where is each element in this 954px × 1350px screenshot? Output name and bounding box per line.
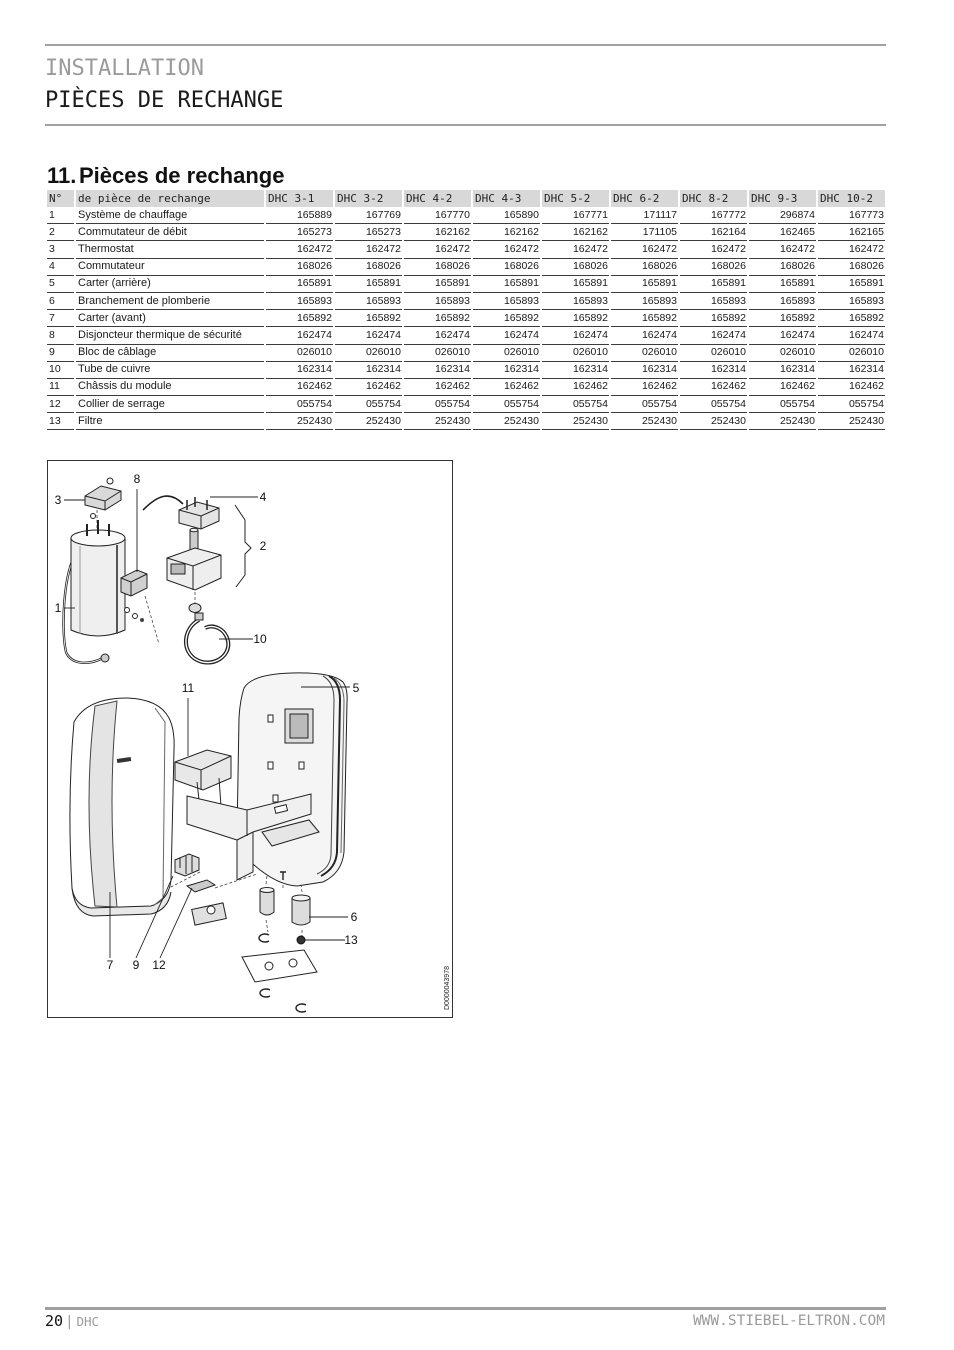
part-number: 165891 xyxy=(680,276,747,293)
callout-10: 10 xyxy=(253,632,267,646)
row-number: 13 xyxy=(47,413,74,430)
rear-housing-hole xyxy=(273,795,278,802)
column-header-model: DHC 4-3 xyxy=(473,190,540,207)
callout-12: 12 xyxy=(152,958,166,972)
table-row xyxy=(47,293,885,310)
part-number: 026010 xyxy=(473,345,540,362)
thermostat-screw xyxy=(107,478,113,484)
callout-6: 6 xyxy=(350,910,358,924)
copper-tube-fitting xyxy=(195,613,203,620)
table-row xyxy=(47,207,885,224)
footer-separator: | xyxy=(65,1314,74,1330)
part-number: 165891 xyxy=(749,276,816,293)
callout-5: 5 xyxy=(352,681,360,695)
part-number: 162472 xyxy=(818,241,885,258)
part-number: 167771 xyxy=(542,207,609,224)
row-number: 9 xyxy=(47,345,74,362)
part-number: 162472 xyxy=(749,241,816,258)
part-number: 296874 xyxy=(749,207,816,224)
rear-housing-part xyxy=(237,673,347,886)
part-number: 162472 xyxy=(680,241,747,258)
part-number: 162314 xyxy=(749,362,816,379)
footer-website: WWW.STIEBEL-ELTRON.COM xyxy=(692,1313,885,1329)
table-body xyxy=(47,207,885,430)
part-number: 168026 xyxy=(473,259,540,276)
part-number: 165891 xyxy=(611,276,678,293)
part-number: 165273 xyxy=(335,224,402,241)
callout-4: 4 xyxy=(259,490,267,504)
column-header-model: DHC 10-2 xyxy=(818,190,885,207)
part-number: 165890 xyxy=(473,207,540,224)
fitting-left-top xyxy=(260,888,274,893)
part-number: 165893 xyxy=(335,293,402,310)
part-number: 165893 xyxy=(404,293,471,310)
rear-housing-hole xyxy=(299,762,304,769)
part-number: 162462 xyxy=(404,379,471,396)
part-number: 165892 xyxy=(335,310,402,327)
table-row xyxy=(47,224,885,241)
heater-outlet xyxy=(101,654,109,662)
table-row xyxy=(47,379,885,396)
part-number: 168026 xyxy=(611,259,678,276)
chapter-number: 11. xyxy=(47,163,77,188)
part-number: 162165 xyxy=(818,224,885,241)
callout-2: 2 xyxy=(259,539,267,553)
part-number: 055754 xyxy=(818,396,885,413)
part-number: 055754 xyxy=(473,396,540,413)
part-number: 162474 xyxy=(680,327,747,344)
bracket-hole xyxy=(207,906,215,914)
part-number: 055754 xyxy=(404,396,471,413)
part-number: 162474 xyxy=(473,327,540,344)
table-row xyxy=(47,345,885,362)
part-number: 165892 xyxy=(473,310,540,327)
part-number: 162462 xyxy=(335,379,402,396)
part-number: 165891 xyxy=(335,276,402,293)
cutout-nut xyxy=(140,618,144,622)
part-number: 162474 xyxy=(749,327,816,344)
part-number: 162474 xyxy=(611,327,678,344)
part-number: 165892 xyxy=(749,310,816,327)
part-name: Filtre xyxy=(76,413,264,430)
row-number: 8 xyxy=(47,327,74,344)
thermostat-nut xyxy=(91,514,96,519)
part-number: 165891 xyxy=(404,276,471,293)
part-number: 162462 xyxy=(611,379,678,396)
top-rule xyxy=(45,44,886,46)
part-number: 162462 xyxy=(473,379,540,396)
rear-housing-hole xyxy=(268,762,273,769)
row-number: 5 xyxy=(47,276,74,293)
part-number: 162314 xyxy=(818,362,885,379)
part-number: 165891 xyxy=(473,276,540,293)
part-number: 162474 xyxy=(404,327,471,344)
part-name: Disjoncteur thermique de sécurité xyxy=(76,327,264,344)
part-number: 168026 xyxy=(818,259,885,276)
part-number: 162474 xyxy=(266,327,333,344)
footer-product: DHC xyxy=(76,1314,100,1329)
column-header-model: DHC 9-3 xyxy=(749,190,816,207)
part-number: 162314 xyxy=(404,362,471,379)
row-number: 10 xyxy=(47,362,74,379)
part-number: 162472 xyxy=(335,241,402,258)
part-number: 162462 xyxy=(542,379,609,396)
part-number: 165891 xyxy=(542,276,609,293)
callout-9: 9 xyxy=(132,958,140,972)
part-number: 162462 xyxy=(266,379,333,396)
part-number: 252430 xyxy=(749,413,816,430)
part-number: 165893 xyxy=(818,293,885,310)
part-number: 165893 xyxy=(266,293,333,310)
part-number: 026010 xyxy=(680,345,747,362)
part-number: 252430 xyxy=(818,413,885,430)
header-rule xyxy=(45,124,886,126)
part-number: 165892 xyxy=(680,310,747,327)
part-number: 165893 xyxy=(542,293,609,310)
fitting-right-top xyxy=(292,895,310,901)
column-header-number: N° xyxy=(47,190,74,207)
part-number: 168026 xyxy=(266,259,333,276)
part-number: 162474 xyxy=(335,327,402,344)
exploded-view-diagram xyxy=(47,460,453,1018)
part-number: 162462 xyxy=(680,379,747,396)
part-number: 026010 xyxy=(818,345,885,362)
table-row xyxy=(47,396,885,413)
column-header-model: DHC 5-2 xyxy=(542,190,609,207)
part-number: 026010 xyxy=(266,345,333,362)
callout-11: 11 xyxy=(181,681,195,695)
table-header-row xyxy=(47,190,885,207)
filter-part xyxy=(297,936,305,944)
part-number: 165892 xyxy=(266,310,333,327)
part-number: 162472 xyxy=(404,241,471,258)
column-header-model: DHC 3-1 xyxy=(266,190,333,207)
part-name: Tube de cuivre xyxy=(76,362,264,379)
footer-rule xyxy=(45,1307,886,1310)
callout-1: 1 xyxy=(54,601,62,615)
page-title: PIÈCES DE RECHANGE xyxy=(45,88,284,113)
row-number: 11 xyxy=(47,379,74,396)
row-number: 1 xyxy=(47,207,74,224)
part-number: 026010 xyxy=(404,345,471,362)
column-header-model: DHC 6-2 xyxy=(611,190,678,207)
part-name: Système de chauffage xyxy=(76,207,264,224)
part-number: 168026 xyxy=(749,259,816,276)
flow-switch-fitting xyxy=(189,604,201,613)
column-header-part-name: de pièce de rechange xyxy=(76,190,264,207)
part-number: 162462 xyxy=(818,379,885,396)
part-number: 055754 xyxy=(542,396,609,413)
part-number: 252430 xyxy=(611,413,678,430)
section-label: INSTALLATION xyxy=(45,56,204,81)
part-name: Collier de serrage xyxy=(76,396,264,413)
part-number: 167770 xyxy=(404,207,471,224)
row-number: 7 xyxy=(47,310,74,327)
part-number: 171117 xyxy=(611,207,678,224)
column-header-model: DHC 3-2 xyxy=(335,190,402,207)
part-number: 162474 xyxy=(542,327,609,344)
column-header-model: DHC 8-2 xyxy=(680,190,747,207)
part-number: 165892 xyxy=(611,310,678,327)
table-row xyxy=(47,241,885,258)
table-row xyxy=(47,327,885,344)
part-number: 055754 xyxy=(749,396,816,413)
part-number: 026010 xyxy=(749,345,816,362)
part-number: 252430 xyxy=(404,413,471,430)
plate-hole xyxy=(265,962,273,970)
part-number: 168026 xyxy=(542,259,609,276)
column-header-model: DHC 4-2 xyxy=(404,190,471,207)
part-number: 165893 xyxy=(680,293,747,310)
part-number: 162472 xyxy=(542,241,609,258)
row-number: 3 xyxy=(47,241,74,258)
plate-hole xyxy=(289,959,297,967)
footer-left xyxy=(45,1311,99,1332)
part-number: 167769 xyxy=(335,207,402,224)
part-number: 167773 xyxy=(818,207,885,224)
part-number: 162462 xyxy=(749,379,816,396)
part-number: 165892 xyxy=(404,310,471,327)
part-number: 171105 xyxy=(611,224,678,241)
table-row xyxy=(47,413,885,430)
row-number: 12 xyxy=(47,396,74,413)
part-number: 162472 xyxy=(266,241,333,258)
fitting-right xyxy=(292,898,310,925)
cutout-screw xyxy=(133,614,138,619)
part-number: 162162 xyxy=(473,224,540,241)
part-number: 168026 xyxy=(680,259,747,276)
part-name: Carter (arrière) xyxy=(76,276,264,293)
part-number: 162314 xyxy=(680,362,747,379)
part-number: 055754 xyxy=(611,396,678,413)
part-number: 162465 xyxy=(749,224,816,241)
callout-13: 13 xyxy=(344,933,358,947)
table-row xyxy=(47,276,885,293)
table-header xyxy=(47,190,885,207)
callout-3: 3 xyxy=(54,493,62,507)
part-name: Branchement de plomberie xyxy=(76,293,264,310)
part-number: 026010 xyxy=(335,345,402,362)
cutout-screw xyxy=(125,608,130,613)
drawing-code: D0000043978 xyxy=(444,966,451,1010)
part-number: 162164 xyxy=(680,224,747,241)
part-name: Commutateur de débit xyxy=(76,224,264,241)
part-number: 165893 xyxy=(473,293,540,310)
part-number: 162472 xyxy=(611,241,678,258)
table-row xyxy=(47,259,885,276)
part-number: 168026 xyxy=(404,259,471,276)
part-number: 162314 xyxy=(473,362,540,379)
part-number: 026010 xyxy=(542,345,609,362)
chapter-title: Pièces de rechange xyxy=(79,163,285,188)
part-number: 162162 xyxy=(542,224,609,241)
part-name: Thermostat xyxy=(76,241,264,258)
part-number: 252430 xyxy=(680,413,747,430)
part-number: 162474 xyxy=(818,327,885,344)
part-number: 162314 xyxy=(542,362,609,379)
row-number: 6 xyxy=(47,293,74,310)
callout-7: 7 xyxy=(106,958,114,972)
part-number: 165889 xyxy=(266,207,333,224)
front-housing-outline xyxy=(70,698,174,908)
part-name: Carter (avant) xyxy=(76,310,264,327)
part-number: 162472 xyxy=(473,241,540,258)
callout-8: 8 xyxy=(133,472,141,486)
part-name: Châssis du module xyxy=(76,379,264,396)
part-number: 165893 xyxy=(749,293,816,310)
part-number: 252430 xyxy=(473,413,540,430)
part-number: 165892 xyxy=(818,310,885,327)
fitting-left xyxy=(260,890,274,915)
part-number: 252430 xyxy=(266,413,333,430)
row-number: 4 xyxy=(47,259,74,276)
part-number: 162314 xyxy=(335,362,402,379)
part-number: 165273 xyxy=(266,224,333,241)
part-number: 165891 xyxy=(818,276,885,293)
part-number: 026010 xyxy=(611,345,678,362)
table-row xyxy=(47,362,885,379)
spare-parts-table xyxy=(45,190,887,430)
part-number: 165892 xyxy=(542,310,609,327)
part-number: 055754 xyxy=(335,396,402,413)
part-number: 055754 xyxy=(680,396,747,413)
flow-switch-spindle-top xyxy=(190,528,198,532)
flow-switch-port xyxy=(171,564,185,574)
part-name: Commutateur xyxy=(76,259,264,276)
part-number: 252430 xyxy=(335,413,402,430)
part-number: 252430 xyxy=(542,413,609,430)
part-number: 162162 xyxy=(404,224,471,241)
front-housing-part xyxy=(70,698,174,916)
part-number: 162314 xyxy=(266,362,333,379)
rear-housing-hole xyxy=(268,715,273,722)
rear-housing-window-inner xyxy=(290,714,308,738)
part-number: 165891 xyxy=(266,276,333,293)
page-number: 20 xyxy=(45,1312,64,1330)
part-name: Bloc de câblage xyxy=(76,345,264,362)
table-row xyxy=(47,310,885,327)
part-number: 055754 xyxy=(266,396,333,413)
part-number: 162314 xyxy=(611,362,678,379)
part-number: 168026 xyxy=(335,259,402,276)
part-number: 165893 xyxy=(611,293,678,310)
row-number: 2 xyxy=(47,224,74,241)
part-number: 167772 xyxy=(680,207,747,224)
